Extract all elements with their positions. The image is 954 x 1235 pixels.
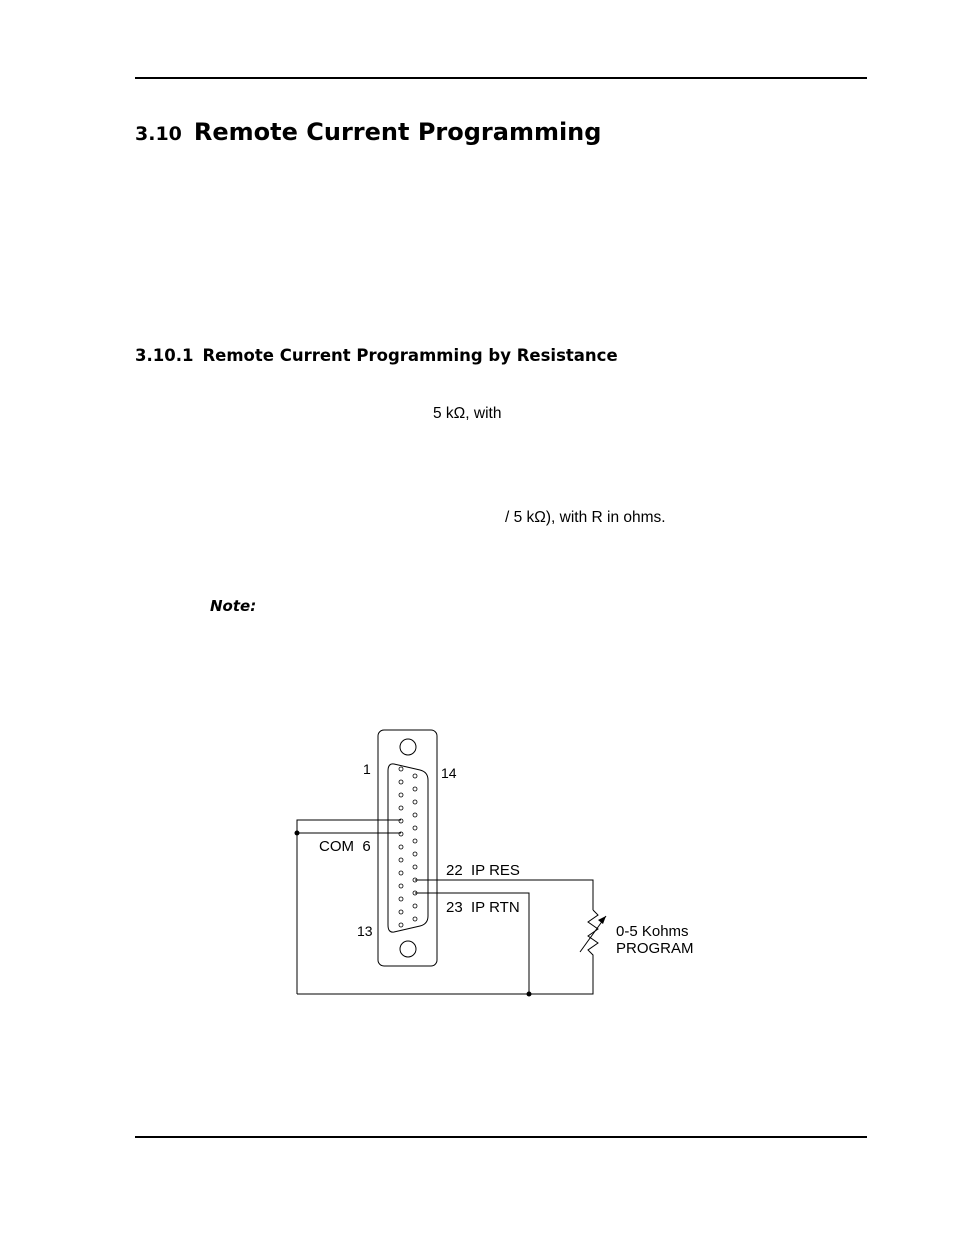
mounting-hole-top: [400, 739, 416, 755]
pin-12: [399, 910, 403, 914]
pin-4: [399, 806, 403, 810]
pin-13: [399, 923, 403, 927]
junction-dot-left: [295, 831, 300, 836]
pin-24: [413, 904, 417, 908]
pins-row-14-25: [413, 774, 417, 921]
resistor-program-label: PROGRAM: [616, 940, 694, 957]
pin-16: [413, 800, 417, 804]
junction-dot-bottom: [527, 992, 532, 997]
subsection-number: 3.10.1: [135, 346, 194, 365]
note-label: Note:: [210, 597, 257, 615]
pin-7: [399, 845, 403, 849]
section-title: Remote Current Programming: [193, 118, 602, 146]
pin-17: [413, 813, 417, 817]
pin-15: [413, 787, 417, 791]
com-label: COM 6: [319, 838, 371, 855]
ip-res-label: 22 IP RES: [446, 862, 520, 879]
resistor-arrow-head: [598, 916, 606, 924]
pin-field-outline: [388, 764, 428, 932]
pin-1-label: 1: [363, 761, 371, 777]
pin-13-label: 13: [357, 923, 373, 939]
formula-text: / 5 kΩ), with R in ohms.: [505, 509, 666, 526]
pins-row-1-13: [399, 767, 403, 927]
pin-11: [399, 897, 403, 901]
ip-rtn-label: 23 IP RTN: [446, 899, 520, 916]
pin-18: [413, 826, 417, 830]
pin-10: [399, 884, 403, 888]
pin-19: [413, 839, 417, 843]
pin-20: [413, 852, 417, 856]
resistor-symbol: [588, 910, 598, 960]
pin-1: [399, 767, 403, 771]
range-text: 5 kΩ, with: [433, 405, 502, 422]
pin-9: [399, 871, 403, 875]
pin-21: [413, 865, 417, 869]
wire-bottom-return: [297, 960, 593, 994]
footer-rule: [135, 1136, 867, 1138]
pin-25: [413, 917, 417, 921]
pin-8: [399, 858, 403, 862]
pin-14: [413, 774, 417, 778]
mounting-hole-bottom: [400, 941, 416, 957]
subsection-title: Remote Current Programming by Resistance: [202, 346, 618, 365]
section-number: 3.10: [135, 123, 182, 145]
pin-3: [399, 793, 403, 797]
pin-14-label: 14: [441, 765, 457, 781]
pin-2: [399, 780, 403, 784]
resistor-range-label: 0-5 Kohms: [616, 923, 689, 940]
